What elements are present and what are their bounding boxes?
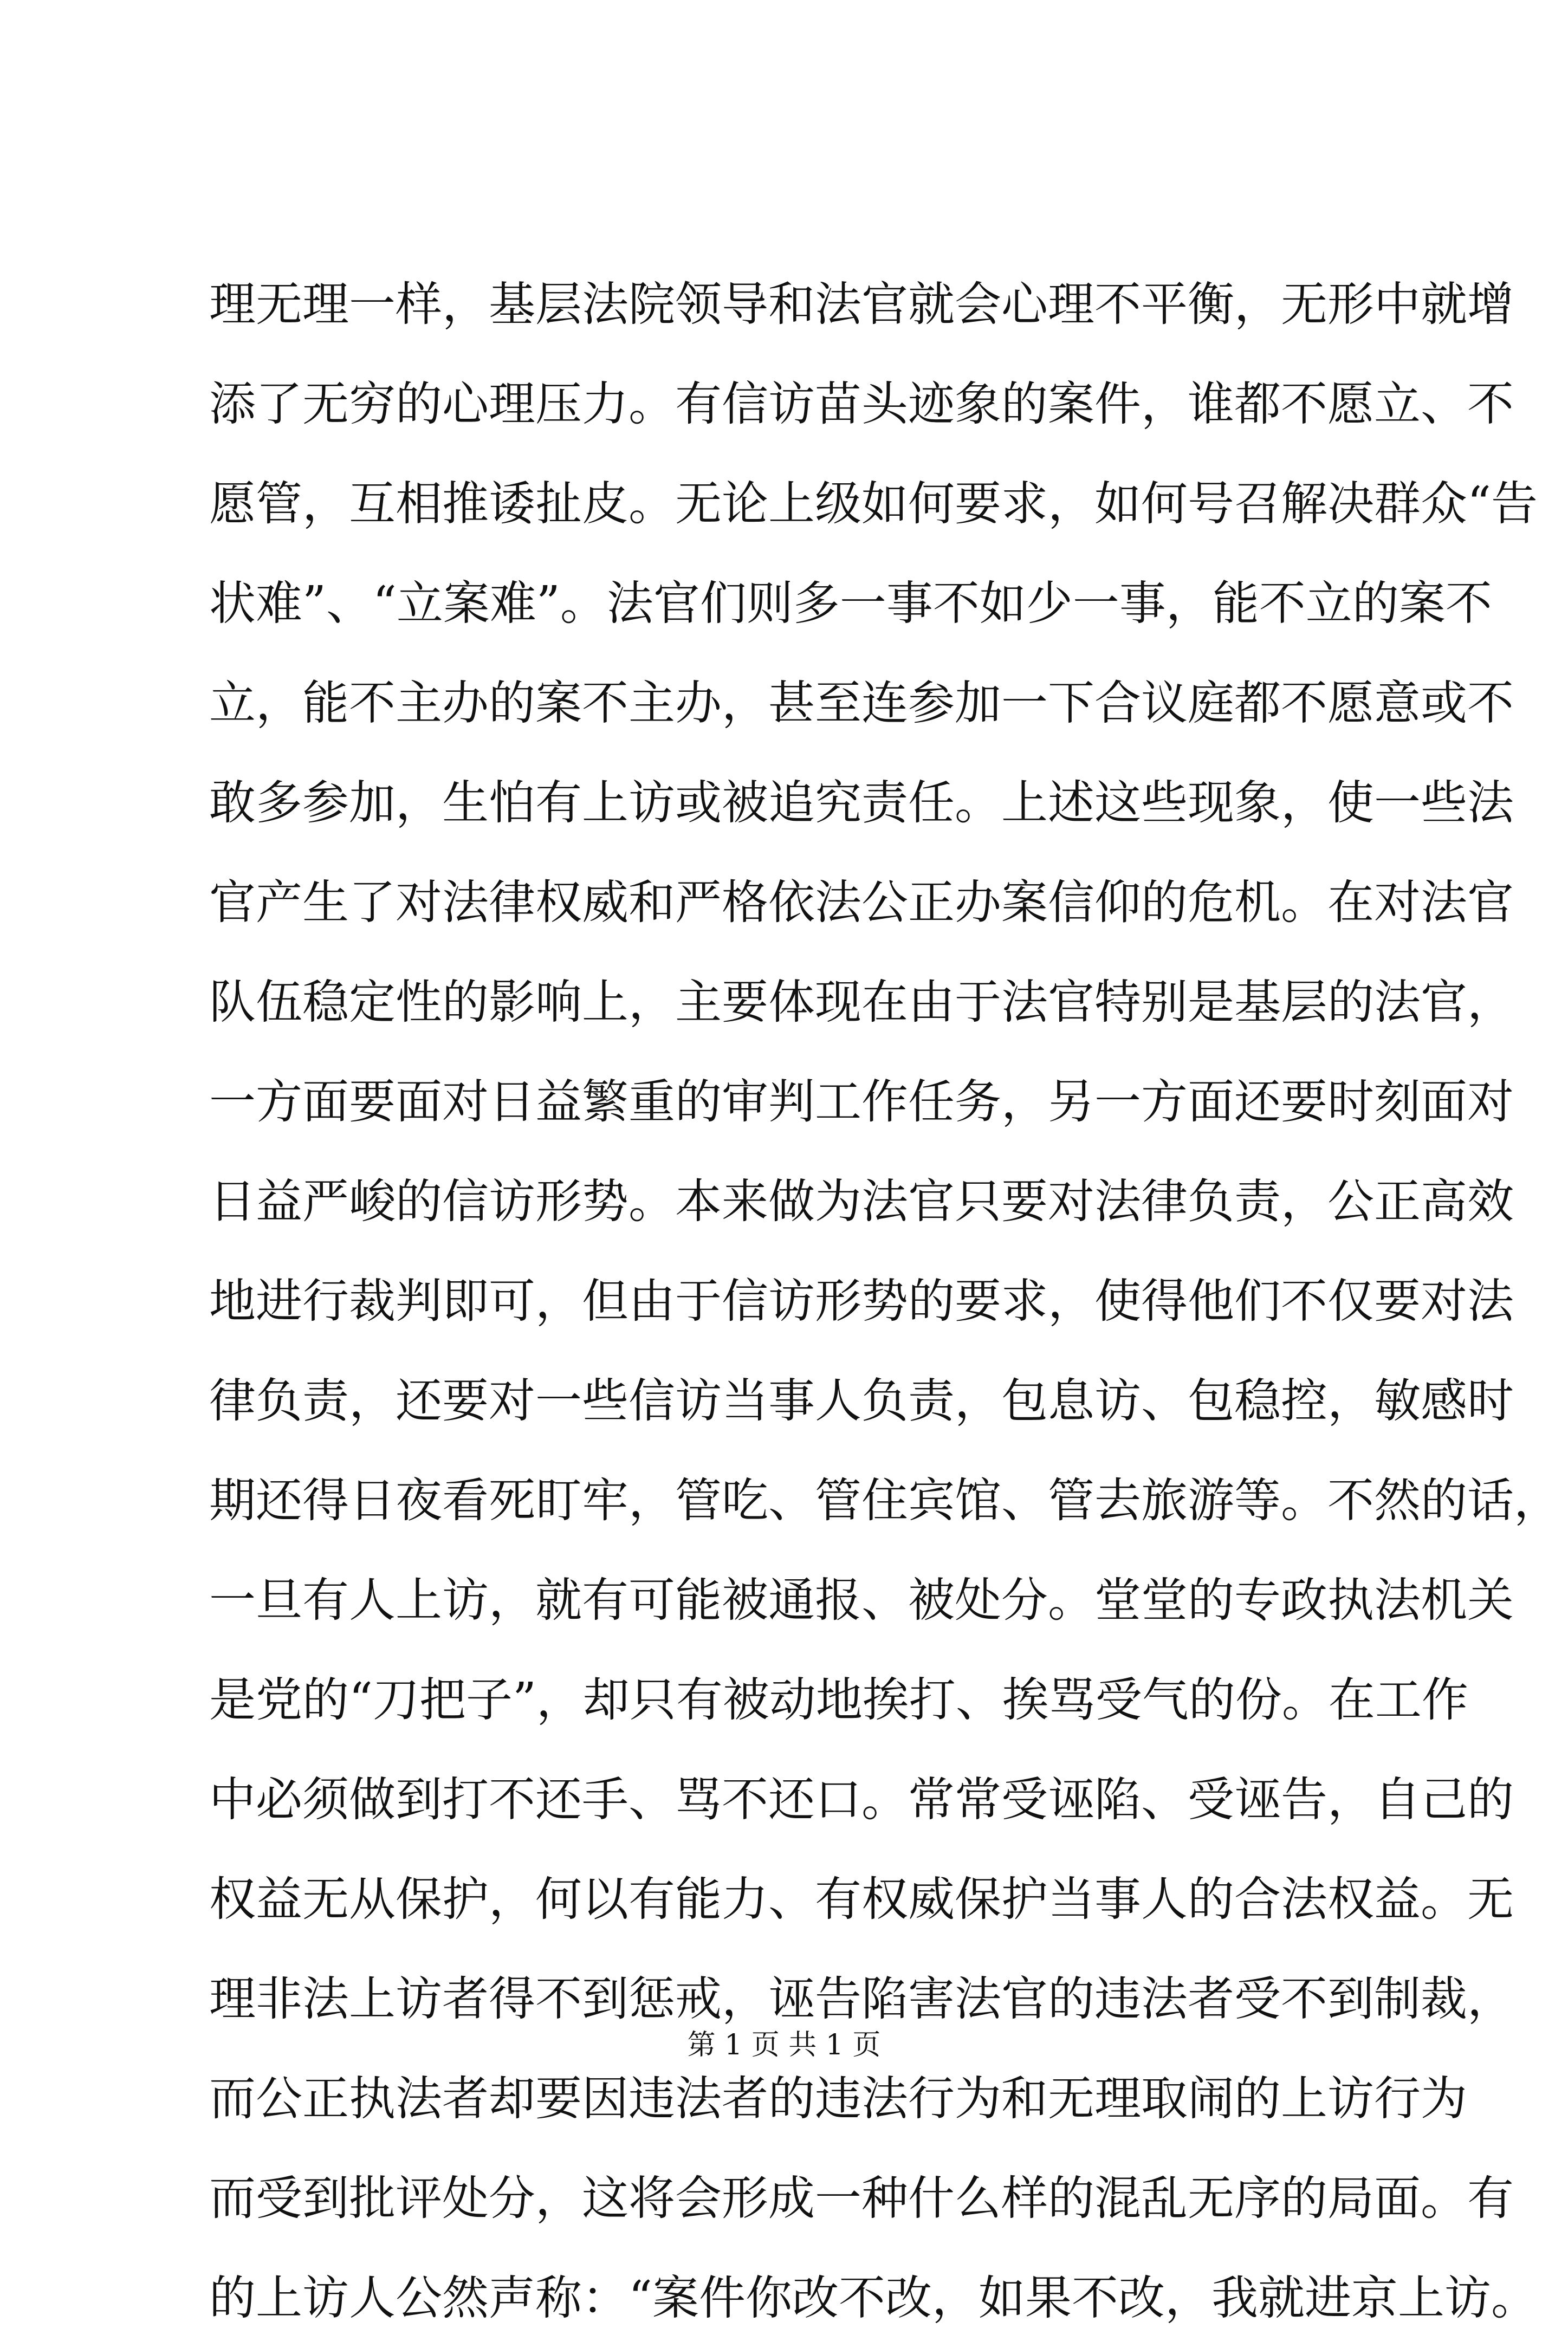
text-line: 中必须做到打不还手、骂不还口。常常受诬陷、受诬告，自己的 xyxy=(209,1773,1514,1827)
text-line: 期还得日夜看死盯牢，管吃、管住宾馆、管去旅游等。不然的话， xyxy=(209,1474,1560,1528)
text-line: 状难”、“立案难”。法官们则多一事不如少一事，能不立的案不 xyxy=(209,576,1492,631)
text-line: 而受到批评处分，这将会形成一种什么样的混乱无序的局面。有 xyxy=(209,2171,1514,2226)
text-line: 理无理一样，基层法院领导和法官就会心理不平衡，无形中就增 xyxy=(209,277,1514,332)
text-line: 的上访人公然声称：“案件你改不改，如果不改，我就进京上访。 xyxy=(209,2271,1538,2325)
page-footer xyxy=(0,2026,1568,2064)
text-line: 而公正执法者却要因违法者的违法行为和无理取闹的上访行为 xyxy=(209,2072,1467,2126)
text-line: 律负责，还要对一些信访当事人负责，包息访、包稳控，敏感时 xyxy=(209,1374,1514,1428)
text-line: 权益无从保护，何以有能力、有权威保护当事人的合法权益。无 xyxy=(209,1872,1514,1927)
text-line: 理非法上访者得不到惩戒，诬告陷害法官的违法者受不到制裁， xyxy=(209,1972,1514,2026)
text-line: 队伍稳定性的影响上，主要体现在由于法官特别是基层的法官， xyxy=(209,975,1514,1029)
text-line: 添了无穷的心理压力。有信访苗头迹象的案件，谁都不愿立、不 xyxy=(209,377,1514,431)
text-line: 敢多参加，生怕有上访或被追究责任。上述这些现象，使一些法 xyxy=(209,776,1514,830)
text-line: 地进行裁判即可，但由于信访形势的要求，使得他们不仅要对法 xyxy=(209,1274,1514,1328)
text-line: 愿管，互相推诿扯皮。无论上级如何要求，如何号召解决群众“告 xyxy=(209,477,1538,531)
page-number: 第 1 页 共 1 页 xyxy=(687,2029,881,2061)
text-line: 是党的“刀把子”，却只有被动地挨打、挨骂受气的份。在工作 xyxy=(209,1673,1468,1727)
text-line: 一方面要面对日益繁重的审判工作任务，另一方面还要时刻面对 xyxy=(209,1075,1514,1129)
text-line: 一旦有人上访，就有可能被通报、被处分。堂堂的专政执法机关 xyxy=(209,1573,1514,1627)
text-line: 日益严峻的信访形势。本来做为法官只要对法律负责，公正高效 xyxy=(209,1175,1514,1229)
text-line: 官产生了对法律权威和严格依法公正办案信仰的危机。在对法官 xyxy=(209,875,1514,930)
text-line: 立，能不主办的案不主办，甚至连参加一下合议庭都不愿意或不 xyxy=(209,676,1514,730)
